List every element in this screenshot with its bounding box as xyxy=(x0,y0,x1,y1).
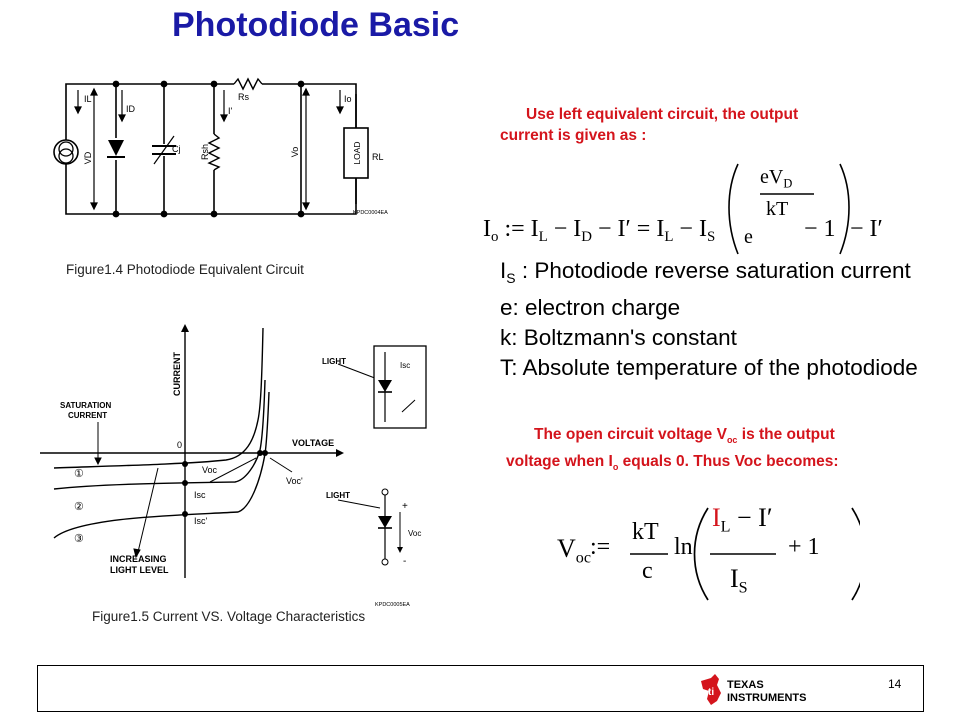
voc-label: Voc xyxy=(202,465,218,475)
exp2-line1c: is the output xyxy=(737,426,835,443)
io-label: Io xyxy=(344,94,352,104)
svg-text:ti: ti xyxy=(708,687,715,698)
exp2-line2c: equals 0. Thus Voc becomes: xyxy=(618,453,839,471)
isc-label: Isc xyxy=(194,490,206,500)
eq2-inner-num-rest: − I′ xyxy=(737,503,773,532)
isc-prime-label: Isc' xyxy=(194,516,208,526)
exp2-line1a: The open circuit voltage V xyxy=(534,426,727,443)
current-axis-label: CURRENT xyxy=(172,352,182,396)
def-is-sub: S xyxy=(506,269,516,286)
vd-label: VD xyxy=(83,151,93,165)
voc-prime-label: Voc' xyxy=(286,476,303,486)
eq2-lhs-sub: oc xyxy=(575,549,591,567)
id-label: ID xyxy=(126,104,135,114)
light-label-1: LIGHT xyxy=(322,357,346,366)
origin-label: 0 xyxy=(177,440,183,450)
eq2-lhs-v: V xyxy=(557,534,576,563)
eq2-plus-one: + 1 xyxy=(788,534,820,560)
eq2-assign: := xyxy=(590,534,611,560)
minus-sign: - xyxy=(403,556,407,567)
equivalent-circuit-diagram xyxy=(48,64,438,254)
voltage-axis-label: VOLTAGE xyxy=(292,438,335,448)
curve-1-label: ① xyxy=(74,468,84,480)
light-level-label: LIGHT LEVEL xyxy=(110,565,169,575)
page-number: 14 xyxy=(888,677,902,691)
explanation-1-line-2: current is given as : xyxy=(500,127,647,144)
eq1-sub-l: L xyxy=(538,229,548,246)
eq1-minus-one: − 1 xyxy=(804,216,836,242)
eq2-inner-den-i: I xyxy=(730,564,739,593)
iprime-label: I' xyxy=(228,106,233,116)
eq2-numerator: kT xyxy=(632,519,659,545)
exp2-line1b: oc xyxy=(726,435,738,446)
definition-k: k: Boltzmann's constant xyxy=(500,324,737,350)
def-is-symbol: I xyxy=(500,258,507,283)
vo-label: Vo xyxy=(290,146,300,158)
exp2-line2b: o xyxy=(612,462,619,473)
explanation-2-line-1 xyxy=(506,424,926,451)
eq2-inner-den-sub: S xyxy=(738,579,748,597)
eq2-inner-denominator xyxy=(730,564,748,598)
voc-side-label: Voc xyxy=(408,529,422,538)
exp2-line2a: voltage when I xyxy=(506,453,613,471)
curve-2-label: ② xyxy=(74,501,84,513)
definition-is xyxy=(500,256,918,293)
page-title: Photodiode Basic xyxy=(172,6,460,44)
explanation-1-line-1: Use left equivalent circuit, the output xyxy=(526,106,799,123)
increasing-label: INCREASING xyxy=(110,554,167,564)
texas-instruments-logo xyxy=(697,671,827,709)
output-current-equation xyxy=(483,216,715,246)
eq1-num: eV xyxy=(760,166,784,188)
rs-label: Rs xyxy=(238,92,249,102)
eq1-exponent-base: e xyxy=(744,226,753,248)
iv-code: KPDC0005EA xyxy=(375,602,410,608)
rl-label: RL xyxy=(372,152,384,162)
eq1-sub-s: S xyxy=(706,229,716,246)
eq1-lhs-sub: o xyxy=(491,229,499,246)
eq1-sub-l2: L xyxy=(664,229,674,246)
figure1-caption: Figure1.4 Photodiode Equivalent Circuit xyxy=(66,262,304,277)
eq2-inner-num-i: I xyxy=(712,503,721,532)
cj-label: Cj xyxy=(172,144,181,154)
il-label: IL xyxy=(84,94,92,104)
iv-characteristics-diagram xyxy=(30,312,450,612)
explanation-text-2 xyxy=(506,424,926,478)
eq1-rest-2: − I xyxy=(673,216,707,242)
circuit-code: KPDC0004EA xyxy=(353,210,388,216)
eq2-denominator: c xyxy=(642,558,653,584)
explanation-2-line-2 xyxy=(506,451,926,478)
figure2-caption: Figure1.5 Current VS. Voltage Characteristics xyxy=(92,609,366,624)
definition-t: T: Absolute temperature of the photodiode xyxy=(500,354,918,380)
eq1-exponent-numerator xyxy=(760,166,792,191)
eq1-num-sub: D xyxy=(783,176,793,191)
eq1-minus-iprime: − I′ xyxy=(850,216,883,242)
curve-3-label: ③ xyxy=(74,533,84,545)
plus-sign: + xyxy=(402,501,408,512)
eq2-lhs xyxy=(557,534,591,568)
definition-e: e: electron charge xyxy=(500,294,681,320)
eq1-assign: := I xyxy=(498,216,539,242)
ti-brand-line-2: INSTRUMENTS xyxy=(727,692,807,704)
saturation-label: SATURATION xyxy=(60,401,112,410)
eq1-minus-i: − I xyxy=(547,216,582,242)
eq1-lhs: I xyxy=(483,216,491,242)
light-label-2: LIGHT xyxy=(326,491,350,500)
rsh-label: Rsh xyxy=(200,143,210,161)
eq2-inner-numerator xyxy=(712,503,773,537)
saturation-current-label: CURRENT xyxy=(68,411,108,420)
eq1-rest-1: − I′ = I xyxy=(592,216,665,242)
load-label: LOAD xyxy=(352,141,362,165)
eq2-ln: ln xyxy=(674,534,693,560)
def-is-text: : Photodiode reverse saturation current xyxy=(515,258,911,283)
eq1-exponent-denominator: kT xyxy=(766,198,789,220)
explanation-text-1 xyxy=(500,104,880,146)
eq1-sub-d: D xyxy=(581,229,593,246)
definitions-list xyxy=(500,256,918,383)
eq2-inner-num-sub: L xyxy=(720,518,731,536)
ti-brand-line-1: TEXAS xyxy=(727,679,764,691)
isc-box-label: Isc xyxy=(400,361,411,370)
